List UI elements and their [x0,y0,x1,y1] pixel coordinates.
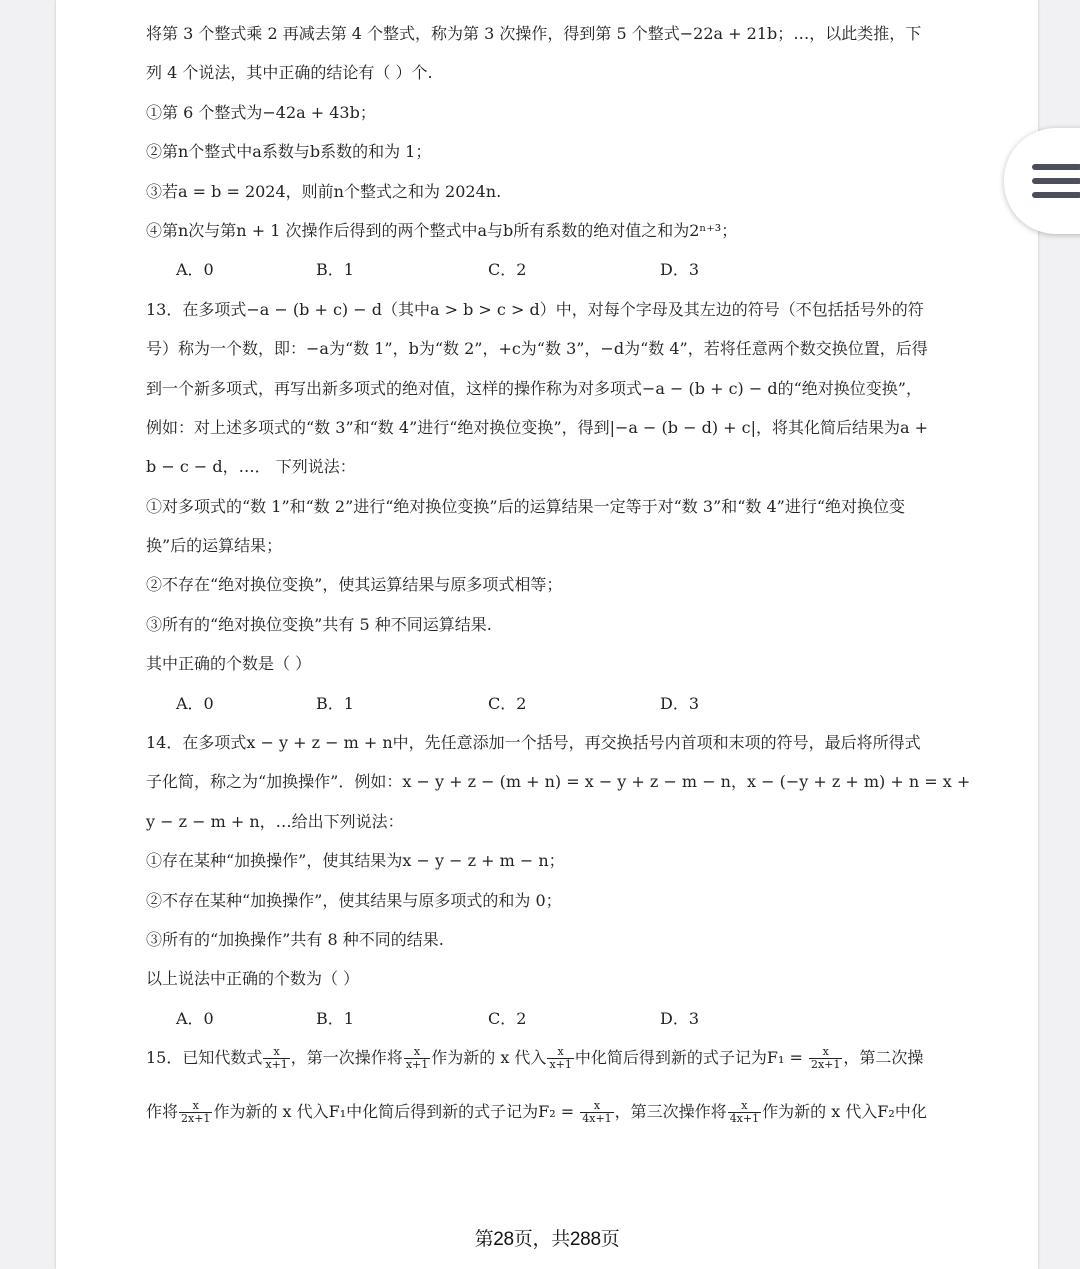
option-c: C．2 [488,693,527,713]
option-c: C．2 [488,260,527,280]
option-d: D．3 [660,260,700,280]
text-line: 子化简，称之为“加换操作”．例如：x − y + z − (m + n) = x − y + z − m − n，x − (−y + z + m) + n = x + [146,772,971,792]
fraction: $\frac{x}{4x+1}$ [729,1098,760,1125]
text-line: 14．在多项式x − y + z − m + n中，先任意添加一个括号，再交换括号内首项和末项的符号，最后将所得式 [146,733,921,753]
text-line: 换”后的运算结果； [146,536,283,556]
answer-options [146,684,956,723]
fraction: $\frac{x}{2x+1}$ [810,1045,841,1072]
text-line: 13．在多项式−a − (b + c) − d（其中a > b > c > d）中，对每个字母及其左边的符号（不包括括号外的符 [146,299,924,319]
text-line: ②不存在“绝对换位变换”，使其运算结果与原多项式相等； [146,575,563,595]
q15-line-2: 作将 $\frac{x}{2x+1}$ 作为新的 x 代入F₁中化简后得到新的式子记为F₂ = $\frac{x}{4x+1}$ ，第三次操作将 $\frac{x}{4x+1}$ 作为新的 x 代入F₂中化 [146,1098,927,1125]
text-line: ①对多项式的“数 1”和“数 2”进行“绝对换位变换”后的运算结果一定等于对“数 3”和“数 4”进行“绝对换位变 [146,496,906,516]
answer-options [146,999,956,1038]
option-c: C．2 [488,1008,527,1028]
menu-icon [1032,164,1080,170]
text-line: 到一个新多项式，再写出新多项式的绝对值，这样的操作称为对多项式−a − (b + c) − d的“绝对换位变换”， [146,378,922,398]
option-a: A．0 [176,1008,214,1028]
text-line: 例如：对上述多项式的“数 3”和“数 4”进行“绝对换位变换”，得到|−a − (b − d) + c|，将其化简后结果为a + [146,417,929,437]
option-a: A．0 [176,260,214,280]
text-line: ③若a = b = 2024，则前n个整式之和为 2024n. [146,181,502,201]
text-line: ③所有的“加换操作”共有 8 种不同的结果. [146,929,444,949]
text-line: 号）称为一个数，即：−a为“数 1”，b为“数 2”，+c为“数 3”，−d为“数 4”，若将任意两个数交换位置，后得 [146,339,928,359]
text-line: 其中正确的个数是（ ） [146,654,312,674]
text-line: 将第 3 个整式乘 2 再减去第 4 个整式，称为第 3 次操作，得到第 5 个整式−22a + 21b；…，以此类推，下 [146,24,922,43]
text-line: b − c − d，…． 下列说法： [146,457,356,477]
q15-line-1: 15．已知代数式 $\frac{x}{x+1}$ ，第一次操作将 $\frac{x}{x+1}$ 作为新的 x 代入 $\frac{x}{x+1}$ 中化简后得到新的式子记为F₁ = $\frac{x}{2x+1}$ ，第二次操 [146,1045,924,1072]
option-d: D．3 [660,1008,700,1028]
fraction: $\frac{x}{x+1}$ [405,1045,429,1072]
text-line: ④第n次与第n + 1 次操作后得到的两个整式中a与b所有系数的绝对值之和为2ⁿ⁺³； [146,220,738,240]
text-line: 列 4 个说法，其中正确的结论有（ ）个. [146,63,433,83]
fraction: $\frac{x}{x+1}$ [549,1045,572,1072]
option-d: D．3 [660,693,700,713]
page-content [146,14,971,1131]
fraction: $\frac{x}{2x+1}$ [181,1098,211,1125]
text-line: 以上说法中正确的个数为（ ） [146,969,360,989]
text-line: ②不存在某种“加换操作”，使其结果与原多项式的和为 0； [146,890,562,910]
fraction: $\frac{x}{x+1}$ [265,1045,288,1072]
option-b: B．1 [316,260,354,280]
text-line: ②第n个整式中a系数与b系数的和为 1； [146,142,432,162]
fraction: $\frac{x}{4x+1}$ [582,1098,612,1125]
option-a: A．0 [176,693,214,713]
document-page [56,0,1038,1269]
option-b: B．1 [316,1008,354,1028]
text-line: ③所有的“绝对换位变换”共有 5 种不同运算结果. [146,614,492,634]
answer-options [146,250,956,289]
text-line: ①存在某种“加换操作”，使其结果为x − y − z + m − n； [146,851,565,871]
text-line: ①第 6 个整式为−42a + 43b； [146,102,376,122]
text-line: y − z − m + n，…给出下列说法： [146,811,404,831]
option-b: B．1 [316,693,354,713]
page-number-footer: 第28页，共288页 [474,1229,620,1250]
